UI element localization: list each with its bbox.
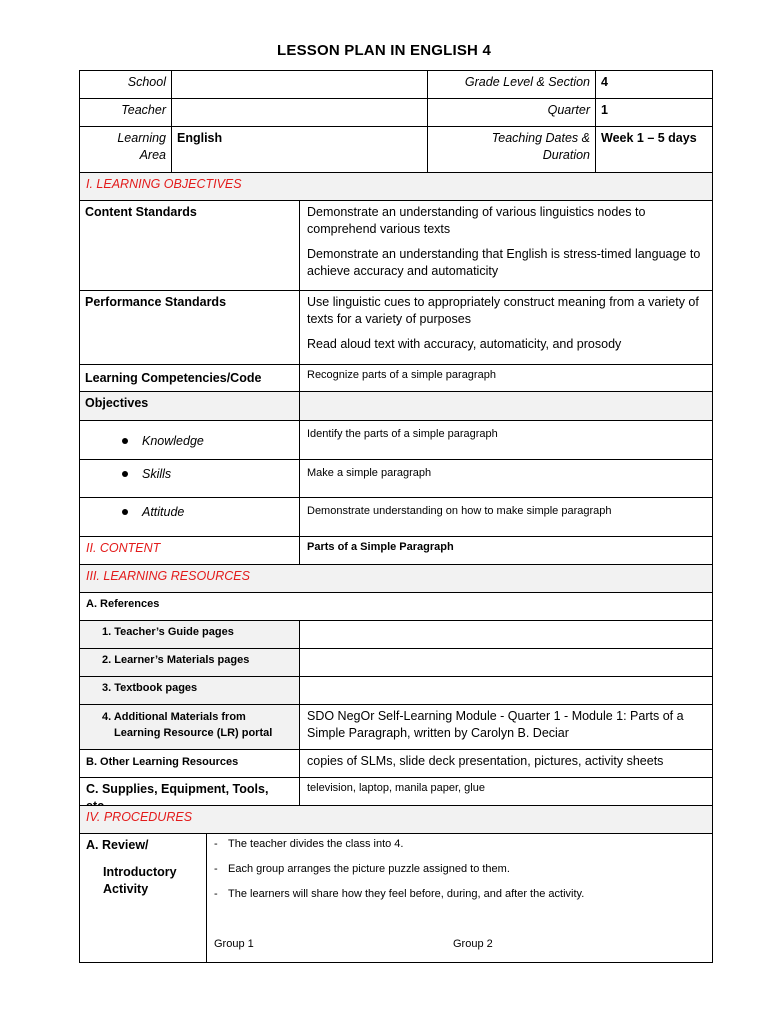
content-standards-text-2: Demonstrate an understanding that English is stress-timed language to achieve accuracy and automaticity — [307, 247, 701, 278]
objectives-label: Objectives — [79, 391, 300, 421]
teaching-dates-label — [427, 126, 596, 173]
other-resources-value: copies of SLMs, slide deck presentation, pictures, activity sheets — [299, 749, 713, 778]
school-label: School — [79, 70, 172, 99]
grade-value: 4 — [595, 70, 713, 99]
bullet-icon — [122, 509, 128, 515]
teaching-dates-value: Week 1 – 5 days — [595, 126, 713, 173]
bullet-icon — [122, 438, 128, 444]
review-label-line1: A. Review/ — [86, 838, 149, 852]
attitude-label-cell — [79, 497, 300, 537]
procedures-heading: IV. PROCEDURES — [79, 805, 713, 834]
supplies-value: television, laptop, manila paper, glue — [299, 777, 713, 806]
attitude-label: Attitude — [142, 505, 185, 519]
teachers-guide-value — [299, 620, 713, 649]
group-2-label: Group 2 — [453, 938, 493, 950]
content-standards-value — [299, 200, 713, 291]
step-text: The teacher divides the class into 4. — [228, 838, 404, 850]
performance-standards-text-1: Use linguistic cues to appropriately construct meaning from a variety of texts for a variety of purposes — [307, 295, 699, 326]
step-item: - The teacher divides the class into 4. — [214, 838, 404, 850]
competencies-value: Recognize parts of a simple paragraph — [299, 364, 713, 392]
competencies-label: Learning Competencies/Code — [79, 364, 300, 392]
review-activity-steps — [206, 833, 713, 963]
content-value: Parts of a Simple Paragraph — [299, 536, 713, 565]
grade-label: Grade Level & Section — [427, 70, 596, 99]
school-value — [171, 70, 428, 99]
learners-materials-value — [299, 648, 713, 677]
knowledge-value: Identify the parts of a simple paragraph — [299, 420, 713, 460]
performance-standards-label: Performance Standards — [79, 290, 300, 365]
references-label: A. References — [79, 592, 713, 621]
step-text: Each group arranges the picture puzzle assigned to them. — [228, 863, 510, 875]
step-item: - The learners will share how they feel before, during, and after the activity. — [214, 888, 585, 900]
knowledge-label-cell — [79, 420, 300, 460]
content-standards-label: Content Standards — [79, 200, 300, 291]
skills-value: Make a simple paragraph — [299, 459, 713, 498]
additional-materials-label-line1: 4. Additional Materials from — [102, 711, 246, 723]
additional-materials-value: SDO NegOr Self-Learning Module - Quarter 1 - Module 1: Parts of a Simple Paragraph, written by Carolyn B. Deciar — [299, 704, 713, 750]
textbook-pages-value — [299, 676, 713, 705]
supplies-label: C. Supplies, Equipment, Tools, — [79, 777, 300, 806]
teacher-value — [171, 98, 428, 127]
learning-objectives-heading: I. LEARNING OBJECTIVES — [79, 172, 713, 201]
textbook-pages-label: 3. Textbook pages — [79, 676, 300, 705]
learners-materials-label: 2. Learner’s Materials pages — [79, 648, 300, 677]
additional-materials-label — [79, 704, 300, 750]
bullet-icon — [122, 471, 128, 477]
performance-standards-value — [299, 290, 713, 365]
teaching-dates-label-line1: Teaching Dates & — [491, 131, 590, 145]
skills-label: Skills — [142, 467, 172, 481]
review-label-line3: Activity — [103, 882, 149, 896]
additional-materials-label-line2: Learning Resource (LR) portal — [114, 727, 273, 739]
learning-resources-heading: III. LEARNING RESOURCES — [79, 564, 713, 593]
content-heading: II. CONTENT — [79, 536, 300, 565]
content-standards-text-1: Demonstrate an understanding of various linguistics nodes to comprehend various texts — [307, 205, 646, 236]
learning-area-label-line1: Learning — [117, 131, 166, 145]
step-item: - Each group arranges the picture puzzle assigned to them. — [214, 863, 510, 875]
review-label — [79, 833, 207, 963]
teachers-guide-label: 1. Teacher’s Guide pages — [79, 620, 300, 649]
teacher-label: Teacher — [79, 98, 172, 127]
objectives-value — [299, 391, 713, 421]
step-text: The learners will share how they feel before, during, and after the activity. — [228, 888, 585, 900]
knowledge-label: Knowledge — [142, 434, 204, 448]
performance-standards-text-2: Read aloud text with accuracy, automaticity, and prosody — [307, 337, 622, 351]
skills-label-cell — [79, 459, 300, 498]
learning-area-label-line2: Area — [139, 148, 166, 162]
learning-area-value: English — [171, 126, 428, 173]
other-resources-label: B. Other Learning Resources — [79, 749, 300, 778]
group-1-label: Group 1 — [214, 938, 254, 950]
quarter-value: 1 — [595, 98, 713, 127]
attitude-value: Demonstrate understanding on how to make simple paragraph — [299, 497, 713, 537]
quarter-label: Quarter — [427, 98, 596, 127]
review-label-line2: Introductory — [103, 865, 177, 879]
teaching-dates-label-line2: Duration — [542, 148, 590, 162]
page-title: LESSON PLAN IN ENGLISH 4 — [277, 42, 491, 59]
learning-area-label — [79, 126, 172, 173]
